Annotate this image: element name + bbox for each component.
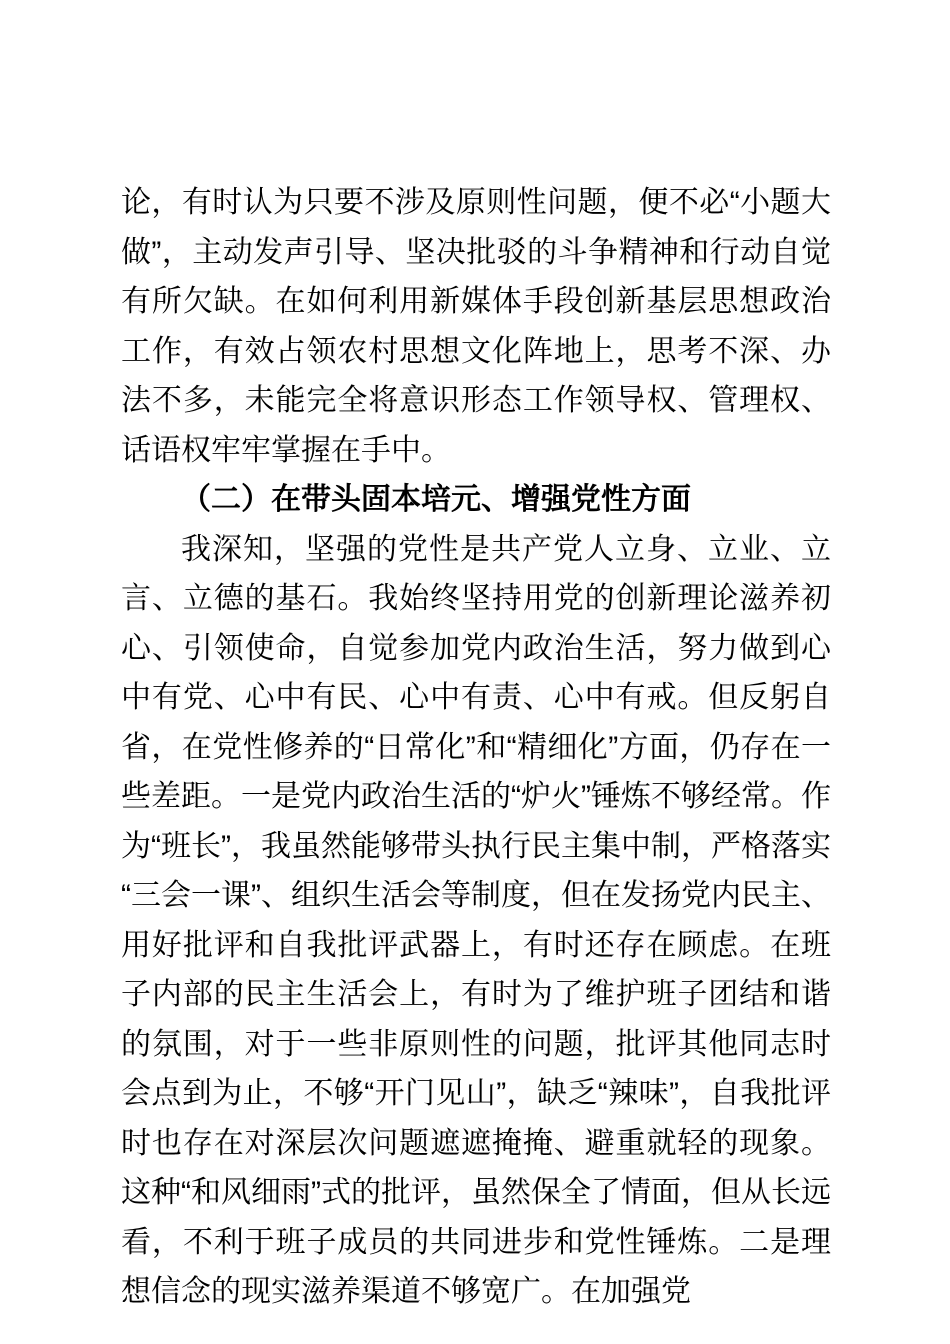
paragraph-body: 我深知，坚强的党性是共产党人立身、立业、立言、立德的基石。我始终坚持用党的创新理论滋养初心、引领使命，自觉参加党内政治生活，努力做到心中有党、心中有民、心中有责、心中有戒。但反躬自省，在党性修养的“日常化”和“精细化”方面，仍存在一些差距。一是党内政治生活的“炉火”锤炼不够经常。作为“班长”，我虽然能够带头执行民主集中制，严格落实“三会一课”、组织生活会等制度，但在发扬党内民主、用好批评和自我批评武器上，有时还存在顾虑。在班子内部的民主生活会上，有时为了维护班子团结和谐的氛围，对于一些非原则性的问题，批评其他同志时会点到为止，不够“开门见山”，缺乏“辣味”，自我批评时也存在对深层次问题遮遮掩掩、避重就轻的现象。这种“和风细雨”式的批评，虽然保全了情面，但从长远看，不利于班子成员的共同进步和党性锤炼。二是理想信念的现实滋养渠道不够宽广。在加强党 [121, 532, 831, 1308]
paragraph-continuation: 论，有时认为只要不涉及原则性问题，便不必“小题大做”，主动发声引导、坚决批驳的斗争精神和行动自觉有所欠缺。在如何利用新媒体手段创新基层思想政治工作，有效占领农村思想文化阵地上，思考不深、办法不多，未能完全将意识形态工作领导权、管理权、话语权牢牢掌握在手中。 [121, 186, 831, 467]
document-text-block [121, 178, 831, 1317]
section-heading: （二）在带头固本培元、增强党性方面 [181, 483, 691, 516]
